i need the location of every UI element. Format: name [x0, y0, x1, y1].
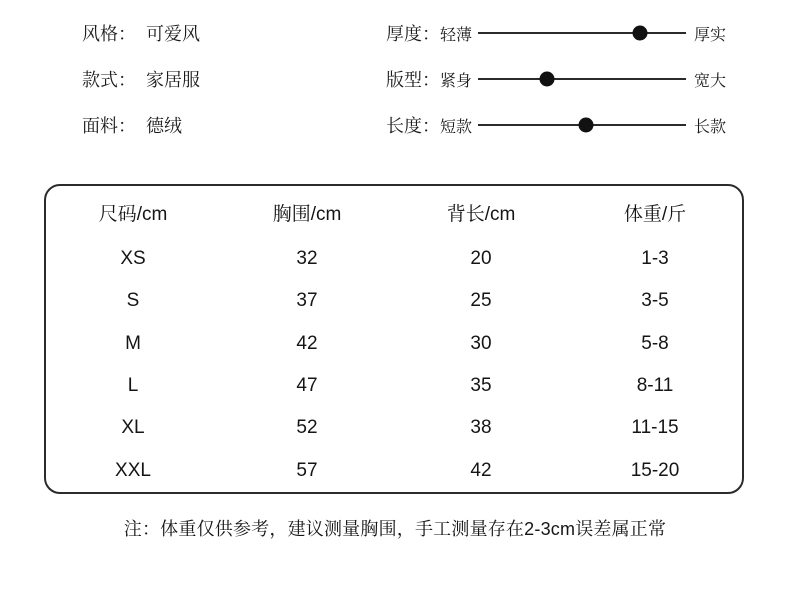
column-header-back-length: 背长/cm	[446, 203, 516, 225]
cell-size: XL	[121, 417, 145, 439]
cell-chest: 47	[296, 375, 318, 397]
slider-key-fit: 版型：	[386, 70, 440, 90]
cell-size: XXL	[115, 459, 151, 481]
slider-high-thickness: 厚实	[693, 26, 726, 44]
column-header-weight: 体重/斤	[623, 203, 687, 225]
table-row	[46, 450, 742, 492]
slider-low-fit: 紧身	[440, 72, 473, 90]
slider-low-thickness: 轻薄	[440, 26, 473, 44]
size-table-card	[44, 184, 744, 494]
table-row	[46, 323, 742, 365]
attributes-section	[0, 0, 790, 160]
cell-chest: 52	[296, 417, 318, 439]
cell-weight: 1-3	[641, 248, 669, 270]
cell-back-length: 38	[470, 417, 492, 439]
slider-track-length[interactable]	[478, 116, 686, 134]
slider-row-length	[386, 102, 726, 148]
cell-weight: 11-15	[631, 417, 679, 439]
attribute-key-style: 风格：	[82, 24, 136, 44]
cell-back-length: 42	[470, 459, 492, 481]
slider-knob-fit[interactable]	[539, 72, 554, 87]
table-row	[46, 407, 742, 449]
cell-weight: 8-11	[636, 375, 674, 397]
cell-back-length: 25	[470, 290, 492, 312]
slider-line-fit	[478, 78, 686, 80]
table-row	[46, 365, 742, 407]
attribute-key-fabric: 面料：	[82, 116, 136, 136]
cell-back-length: 30	[470, 332, 492, 354]
cell-weight: 15-20	[630, 459, 680, 481]
slider-high-length: 长款	[693, 118, 726, 136]
slider-knob-length[interactable]	[579, 118, 594, 133]
measurement-note: 注：体重仅供参考，建议测量胸围，手工测量存在2-3cm误差属正常	[123, 519, 667, 539]
slider-row-thickness	[386, 10, 726, 56]
attribute-value-type: 家居服	[146, 70, 200, 90]
table-row	[46, 280, 742, 322]
slider-knob-thickness[interactable]	[633, 26, 648, 41]
attribute-value-fabric: 德绒	[146, 116, 182, 136]
attribute-row-fabric	[82, 102, 372, 148]
table-header-row	[46, 186, 742, 238]
size-table	[46, 186, 742, 492]
cell-weight: 3-5	[641, 290, 669, 312]
cell-size: L	[127, 375, 139, 397]
attribute-value-style: 可爱风	[146, 24, 200, 44]
attribute-slider-list	[386, 10, 726, 148]
cell-chest: 37	[296, 290, 318, 312]
column-header-chest: 胸围/cm	[272, 203, 342, 225]
cell-size: XS	[120, 248, 146, 270]
slider-track-fit[interactable]	[478, 70, 686, 88]
table-row	[46, 238, 742, 280]
slider-key-thickness: 厚度：	[386, 24, 440, 44]
slider-row-fit	[386, 56, 726, 102]
slider-key-length: 长度：	[386, 116, 440, 136]
cell-back-length: 20	[470, 248, 492, 270]
slider-line-thickness	[478, 32, 686, 34]
cell-size: S	[126, 290, 140, 312]
cell-weight: 5-8	[641, 332, 669, 354]
slider-low-length: 短款	[440, 118, 473, 136]
slider-track-thickness[interactable]	[478, 24, 686, 42]
cell-chest: 57	[296, 459, 318, 481]
cell-size: M	[125, 332, 141, 354]
cell-chest: 42	[296, 332, 318, 354]
attribute-list-left	[82, 10, 372, 148]
column-header-size: 尺码/cm	[98, 203, 168, 225]
cell-chest: 32	[296, 248, 318, 270]
cell-back-length: 35	[470, 375, 492, 397]
slider-high-fit: 宽大	[693, 72, 726, 90]
attribute-key-type: 款式：	[82, 70, 136, 90]
attribute-row-type	[82, 56, 372, 102]
attribute-row-style	[82, 10, 372, 56]
